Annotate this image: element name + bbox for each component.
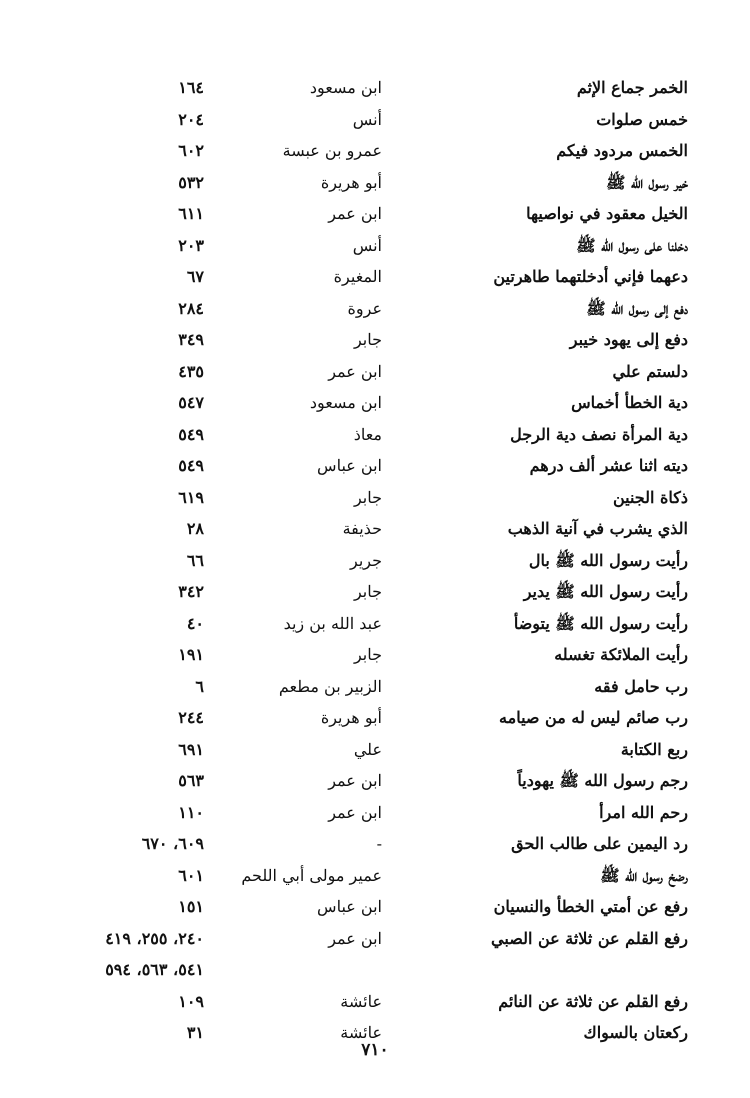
narrator: ابن مسعود: [309, 78, 382, 97]
index-row: [0, 923, 750, 955]
narrator: ابن عمر: [328, 771, 382, 790]
index-row: [0, 576, 750, 608]
page-number: ٧١٠: [361, 1040, 389, 1060]
index-row: [0, 293, 750, 325]
hadith-text: رجم رسول الله ﷺ يهودياً: [517, 771, 688, 790]
page-refs: ٥٤٩: [178, 424, 204, 444]
narrator: أنس: [352, 235, 382, 255]
hadith-text: الخيل معقود في نواصيها: [526, 204, 688, 223]
hadith-text: خمس صلوات: [596, 109, 688, 129]
index-row: [0, 230, 750, 262]
hadith-text: رفع القلم عن ثلاثة عن الصبي: [491, 928, 688, 948]
narrator: أبو هريرة: [320, 172, 382, 192]
page-refs: ٥٦٣: [178, 771, 204, 790]
narrator: عروة: [347, 298, 382, 318]
hadith-text: رفع القلم عن ثلاثة عن النائم: [498, 991, 688, 1011]
index-row: [0, 324, 750, 356]
index-row: [0, 513, 750, 545]
hadith-index-table: [0, 72, 750, 1049]
narrator: عائشة: [340, 1023, 382, 1042]
hadith-text: دفع إلى يهود خيبر: [569, 330, 688, 349]
narrator: ابن عمر: [328, 204, 382, 223]
index-row: [0, 482, 750, 514]
page-refs: ٤٣٥: [178, 361, 204, 381]
hadith-text: رفع عن أمتي الخطأ والنسيان: [493, 897, 688, 916]
index-row: [0, 450, 750, 482]
hadith-text: الذي يشرب في آنية الذهب: [507, 519, 688, 538]
index-row: [0, 72, 750, 104]
hadith-text: الخمر جماع الإثم: [576, 78, 688, 97]
page-refs: ٥٤٩: [178, 456, 204, 475]
page-refs: ٥٤٧: [178, 393, 204, 412]
narrator: جابر: [353, 330, 382, 349]
hadith-text: دخلنا على رسول الله ﷺ: [576, 235, 688, 255]
index-row: [0, 797, 750, 829]
page-refs: ٢٤٤: [178, 708, 204, 727]
index-row-continuation: [0, 954, 750, 986]
hadith-text: ديته اثنا عشر ألف درهم: [529, 456, 688, 475]
narrator: معاذ: [353, 424, 382, 444]
narrator: جابر: [353, 487, 382, 507]
hadith-text: ربع الكتابة: [620, 739, 688, 759]
hadith-text: دلستم علي: [612, 361, 688, 381]
narrator: حذيفة: [342, 519, 382, 538]
page-refs: ٥٤١، ٥٦٣، ٥٩٤: [105, 960, 204, 979]
narrator: عمرو بن عبسة: [282, 141, 382, 160]
narrator: عمير مولى أبي اللحم: [241, 865, 382, 885]
page-refs: ٦: [195, 676, 204, 696]
hadith-text: رد اليمين على طالب الحق: [511, 834, 688, 853]
narrator: جابر: [353, 645, 382, 664]
page-refs: ٢٠٣: [178, 235, 204, 255]
hadith-text: رأيت رسول الله ﷺ يتوضأ: [513, 613, 688, 633]
page-refs: ٥٣٢: [178, 172, 204, 192]
narrator: جرير: [350, 550, 382, 570]
index-row: [0, 135, 750, 167]
index-row: [0, 671, 750, 703]
narrator: -: [376, 834, 382, 853]
page-refs: ٦٧: [186, 267, 204, 286]
hadith-text: دية الخطأ أخماس: [571, 393, 688, 412]
page-refs: ٢٠٤: [178, 109, 204, 129]
hadith-text: رضخ رسول الله ﷺ: [600, 865, 688, 885]
page-refs: ١٦٤: [178, 78, 204, 97]
page-refs: ١٥١: [178, 897, 204, 916]
narrator: جابر: [353, 582, 382, 601]
page-refs: ٢٤٠، ٢٥٥، ٤١٩: [105, 928, 204, 948]
narrator: ابن مسعود: [309, 393, 382, 412]
index-row: [0, 387, 750, 419]
index-row: [0, 608, 750, 640]
page-refs: ٦١٩: [178, 487, 204, 507]
page-refs: ٦٠٩، ٦٧٠: [141, 834, 204, 853]
hadith-text: الخمس مردود فيكم: [556, 141, 688, 160]
index-row: [0, 104, 750, 136]
index-row: [0, 986, 750, 1018]
page-refs: ٦٦: [186, 550, 204, 570]
page-refs: ٣٤٢: [178, 582, 204, 601]
hadith-text: رأيت رسول الله ﷺ يدير: [523, 582, 688, 601]
page-refs: ٣١: [186, 1023, 204, 1042]
index-row: [0, 828, 750, 860]
index-row: [0, 261, 750, 293]
hadith-text: خير رسول الله ﷺ: [606, 172, 688, 192]
hadith-text: دفع إلى رسول الله ﷺ: [586, 298, 688, 318]
hadith-text: ركعتان بالسواك: [583, 1023, 688, 1042]
narrator: ابن عمر: [328, 802, 382, 822]
index-row: [0, 765, 750, 797]
page-refs: ٦٩١: [178, 739, 204, 759]
hadith-text: رب صائم ليس له من صيامه: [499, 708, 688, 727]
index-row: [0, 702, 750, 734]
index-row: [0, 198, 750, 230]
index-row: [0, 419, 750, 451]
narrator: ابن عمر: [328, 361, 382, 381]
index-row: [0, 860, 750, 892]
page-refs: ٢٨٤: [178, 298, 204, 318]
page-refs: ٦١١: [178, 204, 204, 223]
hadith-text: رأيت رسول الله ﷺ بال: [528, 550, 688, 570]
page-refs: ١١٠: [178, 802, 204, 822]
page-refs: ٦٠١: [178, 865, 204, 885]
narrator: عبد الله بن زيد: [283, 613, 382, 633]
narrator: المغيرة: [333, 267, 382, 286]
index-row: [0, 639, 750, 671]
index-row: [0, 167, 750, 199]
narrator: الزبير بن مطعم: [278, 676, 382, 696]
page-refs: ٢٨: [186, 519, 204, 538]
narrator: أنس: [352, 109, 382, 129]
hadith-text: رحم الله امرأ: [599, 802, 688, 822]
narrator: عائشة: [340, 991, 382, 1011]
narrator: ابن عباس: [317, 456, 382, 475]
page-refs: ٦٠٢: [178, 141, 204, 160]
index-row: [0, 356, 750, 388]
narrator: أبو هريرة: [320, 708, 382, 727]
hadith-text: رأيت الملائكة تغسله: [554, 645, 688, 664]
hadith-text: دية المرأة نصف دية الرجل: [510, 424, 688, 444]
index-row: [0, 891, 750, 923]
hadith-text: دعهما فإني أدخلتهما طاهرتين: [493, 267, 688, 286]
narrator: ابن عمر: [328, 928, 382, 948]
page-refs: ٣٤٩: [178, 330, 204, 349]
narrator: علي: [353, 739, 382, 759]
page-refs: ١٩١: [178, 645, 204, 664]
index-row: [0, 545, 750, 577]
page-refs: ١٠٩: [178, 991, 204, 1011]
page-refs: ٤٠: [186, 613, 204, 633]
narrator: ابن عباس: [317, 897, 382, 916]
hadith-text: رب حامل فقه: [594, 676, 688, 696]
index-row: [0, 734, 750, 766]
hadith-text: ذكاة الجنين: [612, 487, 688, 507]
